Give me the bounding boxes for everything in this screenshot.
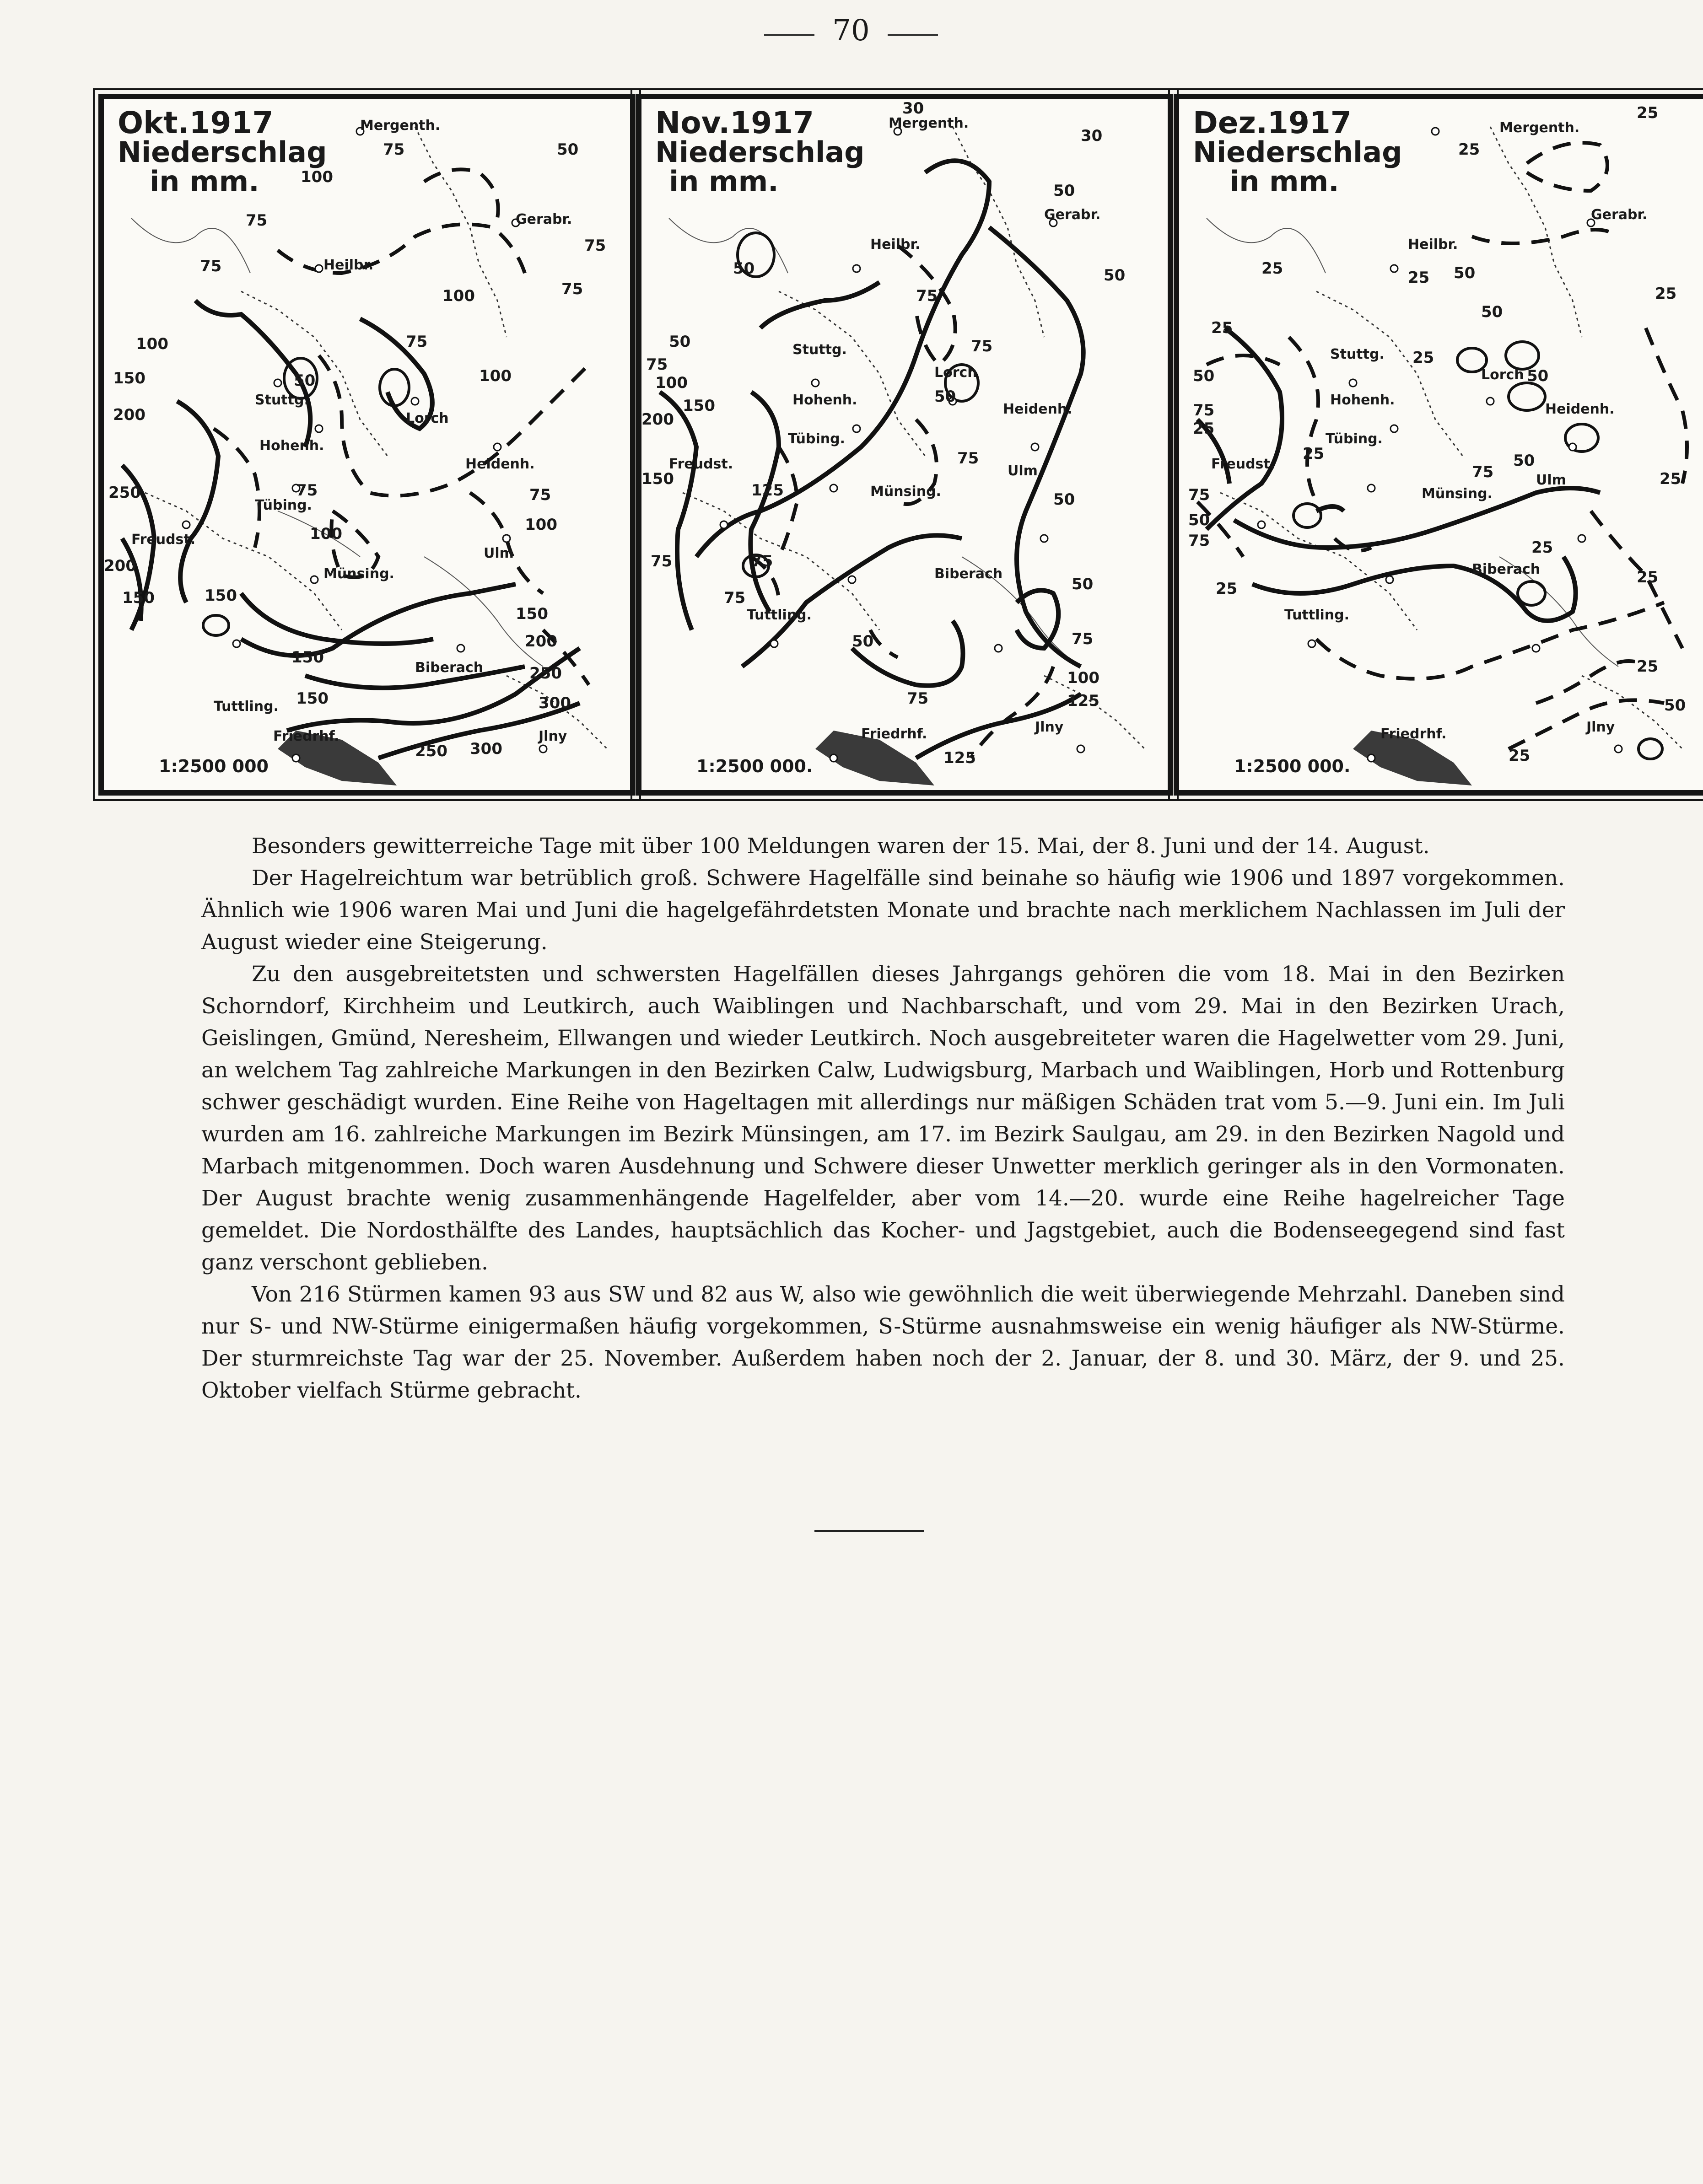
place-label: Freudst. [1211, 456, 1276, 472]
place-label: Stuttg. [1330, 346, 1385, 362]
isohyet-label: 75 [383, 140, 405, 159]
isohyet-label: 100 [1067, 669, 1099, 687]
place-label: Ulm [484, 545, 514, 561]
place-label: Hohenh. [259, 438, 324, 454]
isohyet-label: 75 [584, 237, 606, 255]
isohyet-label: 25 [1531, 538, 1553, 557]
isohyet-label: 25 [1637, 657, 1659, 676]
map-month: Okt.1917 [118, 105, 274, 140]
isohyet-label: 50 [1188, 511, 1210, 529]
isohyet-label: 150 [113, 369, 146, 387]
isohyet-label: 250 [529, 664, 562, 683]
place-label: Gerabr. [516, 211, 572, 227]
isohyet-label: 75 [296, 481, 318, 500]
isohyet-label: 25 [1211, 319, 1233, 337]
map-month: Nov.1917 [655, 105, 814, 140]
isohyet-label: 25 [1660, 470, 1681, 488]
map-subtitle: Niederschlag [118, 135, 327, 169]
place-label: Heilbr. [870, 237, 921, 253]
map-title [118, 105, 327, 198]
isohyet-label: 50 [1454, 264, 1476, 282]
place-label: Heilbr. [1408, 237, 1458, 253]
isohyet-label: 30 [902, 99, 924, 118]
place-label: Hohenh. [792, 392, 857, 408]
paragraph: Zu den ausgebreitetsten und schwersten Hagelfällen dieses Jahrgangs gehören die vom 18. Mai in den Bezirken Schorndorf, Kirchheim und Leutkirch, auch Waiblingen und Nachbarschaft, und vom 29. Mai in den Bezirken Urach, Geislingen, Gmünd, Neresheim, Ellwangen und wieder Leutkirch. Noch ausgebreiteter waren die Hagelwetter vom 29. Juni, an welchem Tag zahlreiche Markungen in den Bezirken Calw, Ludwigsburg, Marbach und Waiblingen, Horb und Rottenburg schwer geschädigt wurden. Eine Reihe von Hageltagen mit allerdings nur mäßigen Schäden trat vom 5.—9. Juni ein. Im Juli wurden am 16. zahlreiche Markungen im Bezirk Münsingen, am 17. im Bezirk Saulgau, am 29. in den Bezirken Nagold und Marbach mitgenommen. Doch waren Ausdehnung und Schwere dieser Unwetter merklich geringer als in den Vormonaten. Der August brachte wenig zusammenhängende Hagelfelder, aber vom 14.—20. wurde eine Reihe hagelreicher Tage gemeldet. Die Nordosthälfte des Landes, hauptsächlich das Kocher- und Jagstgebiet, auch die Bodenseegegend sind fast ganz verschont geblieben. [201, 962, 1565, 1275]
isohyet-label: 200 [113, 406, 146, 424]
place-label: Münsing. [870, 484, 941, 500]
place-label: Gerabr. [1591, 207, 1648, 223]
isohyet-label: 25 [1303, 445, 1325, 463]
map-subtitle: Niederschlag [655, 135, 865, 169]
isohyet-label: 75 [651, 552, 673, 570]
isohyet-label: 300 [470, 740, 502, 758]
place-label: Ulm [1536, 472, 1566, 488]
isohyet-label: 75 [1072, 630, 1094, 648]
isohyet-label: 50 [852, 632, 874, 651]
isohyet-label: 25 [1261, 259, 1283, 278]
closing-rule [814, 1530, 924, 1532]
isohyet-label: 50 [669, 333, 691, 351]
place-label: Lorch [1481, 367, 1524, 383]
isohyet-label: 250 [415, 742, 447, 760]
isohyet-label: 125 [751, 481, 784, 500]
isohyet-label: 25 [1408, 269, 1430, 287]
isohyet-label: 25 [1216, 580, 1238, 598]
isohyet-label: 50 [1104, 266, 1126, 285]
place-label: Tübing. [788, 431, 845, 447]
isohyet-label: 100 [301, 168, 333, 186]
isohyet-label: 200 [104, 557, 136, 575]
isohyet-label: 50 [934, 387, 956, 406]
isohyet-label: 75 [200, 257, 222, 275]
isohyet-label: 150 [296, 689, 329, 708]
isohyet-label: 75 [724, 589, 746, 607]
isohyet-label: 50 [557, 140, 579, 159]
isohyet-label: 250 [108, 484, 141, 502]
place-label: Mergenth. [1499, 120, 1580, 136]
isohyet-label: 50 [733, 259, 755, 278]
isohyet-label: 100 [136, 335, 168, 353]
isohyet-label: 150 [683, 397, 715, 415]
isohyet-label: 50 [1193, 367, 1215, 385]
place-label: Jlny [1035, 719, 1064, 735]
place-label: Heidenh. [465, 456, 535, 472]
isohyet-label: 100 [525, 516, 557, 534]
place-label: Tuttling. [747, 607, 812, 623]
place-label: Lorch [406, 410, 449, 426]
map-drawing [1179, 99, 1703, 790]
place-label: Mergenth. [889, 115, 969, 131]
isohyet-label: 100 [442, 287, 475, 305]
isohyet-label: 25 [1412, 349, 1434, 367]
place-label: Friedrhf. [1380, 726, 1447, 742]
place-label: Heidenh. [1003, 401, 1072, 417]
map-october-1917 [98, 94, 636, 796]
place-label: Ulm [1008, 463, 1038, 479]
isohyet-label: 125 [943, 749, 976, 767]
map-unit: in mm. [1229, 165, 1339, 198]
isohyet-label: 25 [1193, 420, 1215, 438]
map-subtitle: Niederschlag [1193, 135, 1402, 169]
place-label: Hohenh. [1330, 392, 1395, 408]
place-label: Mergenth. [360, 118, 441, 134]
isohyet-label: 75 [1188, 486, 1210, 504]
map-unit: in mm. [150, 165, 259, 198]
place-label: Freudst. [669, 456, 733, 472]
map-month: Dez.1917 [1193, 105, 1352, 140]
place-label: Tübing. [255, 497, 312, 513]
isohyet-label: 50 [1053, 182, 1075, 200]
isohyet-label: 50 [1053, 490, 1075, 509]
place-label: Jlny [539, 728, 567, 744]
isohyet-label: 50 [1481, 303, 1503, 321]
isohyet-label: 25 [1637, 104, 1659, 122]
isohyet-label: 75 [1193, 401, 1215, 420]
isohyet-label: 75 [751, 552, 773, 570]
place-label: Biberach [415, 660, 484, 676]
map-scale: 1:2500 000. [696, 756, 813, 776]
place-label: Stuttg. [255, 392, 309, 408]
place-label: Freudst. [131, 532, 196, 548]
isohyet-label: 75 [406, 333, 428, 351]
map-scale: 1:2500 000. [1234, 756, 1351, 776]
map-title [655, 105, 865, 198]
body-text [201, 830, 1565, 1407]
map-scale: 1:2500 000 [159, 756, 269, 776]
place-label: Tübing. [1326, 431, 1383, 447]
isohyet-label: 75 [529, 486, 551, 504]
isohyet-label: 25 [1655, 285, 1677, 303]
place-label: Münsing. [1422, 486, 1493, 502]
isohyet-label: 75 [907, 689, 929, 708]
place-label: Friedrhf. [273, 728, 340, 744]
map-title [1193, 105, 1402, 198]
isohyet-label: 150 [516, 605, 548, 623]
place-label: Lorch [934, 365, 977, 381]
place-label: Tuttling. [1284, 607, 1350, 623]
page-number: 70 [760, 14, 943, 48]
isohyet-label: 100 [655, 374, 688, 392]
isohyet-label: 200 [641, 410, 674, 429]
isohyet-label: 75 [561, 280, 583, 298]
isohyet-label: 75 [1472, 463, 1494, 481]
isohyet-label: 150 [641, 470, 674, 488]
isohyet-label: 25 [1637, 568, 1659, 586]
isohyet-label: 150 [291, 648, 324, 667]
isohyet-label: 75 [1188, 532, 1210, 550]
map-unit: in mm. [669, 165, 779, 198]
isohyet-label: 75 [246, 211, 268, 230]
map-november-1917 [636, 94, 1173, 796]
isohyet-label: 75 [971, 337, 993, 355]
isohyet-label: 25 [1458, 140, 1480, 159]
map-december-1917 [1174, 94, 1703, 796]
place-label: Friedrhf. [861, 726, 927, 742]
place-label: Biberach [1472, 561, 1541, 577]
place-label: Gerabr. [1044, 207, 1101, 223]
paragraph: Von 216 Stürmen kamen 93 aus SW und 82 aus W, also wie gewöhnlich die weit überwiegende Mehrzahl. Daneben sind nur S- und NW-Stürme einigermaßen häufig vorgekommen, S-Stürme ausnahmsweise ein wenig häufiger als NW-Stürme. Der sturmreichste Tag war der 25. November. Außerdem haben noch der 2. Januar, der 8. und 30. März, der 9. und 25. Oktober vielfach Stürme gebracht. [201, 1282, 1565, 1403]
isohyet-label: 300 [539, 694, 571, 712]
isohyet-label: 50 [1527, 367, 1549, 385]
isohyet-label: 50 [294, 371, 316, 390]
isohyet-label: 150 [122, 589, 155, 607]
map-drawing [104, 99, 630, 790]
place-label: Heilbr. [323, 257, 374, 273]
isohyet-label: 50 [1664, 696, 1686, 715]
place-label: Tuttling. [214, 699, 279, 715]
place-label: Jlny [1586, 719, 1615, 735]
isohyet-label: 50 [1513, 452, 1535, 470]
isohyet-label: 75 [957, 449, 979, 468]
place-label: Biberach [934, 566, 1003, 582]
isohyet-label: 150 [205, 586, 237, 605]
paragraph: Besonders gewitterreiche Tage mit über 100 Meldungen waren der 15. Mai, der 8. Juni und der 14. August. [252, 834, 1430, 859]
isohyet-label: 25 [1509, 747, 1531, 765]
isohyet-label: 50 [1072, 575, 1094, 593]
isohyet-label: 75 [646, 355, 668, 374]
paragraph: Der Hagelreichtum war betrüblich groß. Schwere Hagelfälle sind beinahe so häufig wie 1906 und 1897 vorgekommen. Ähnlich wie 1906 waren Mai und Juni die hagelgefährdetsten Monate und brachte nach merklichem Nachlassen im Juli der August wieder eine Steigerung. [201, 866, 1565, 955]
place-label: Münsing. [323, 566, 394, 582]
isohyet-label: 200 [525, 632, 557, 651]
isohyet-label: 75 [916, 287, 938, 305]
isohyet-label: 100 [310, 525, 342, 543]
place-label: Stuttg. [792, 342, 847, 358]
place-label: Heidenh. [1545, 401, 1615, 417]
isohyet-label: 125 [1067, 692, 1099, 710]
isohyet-label: 30 [1081, 127, 1103, 145]
isohyet-label: 100 [479, 367, 512, 385]
